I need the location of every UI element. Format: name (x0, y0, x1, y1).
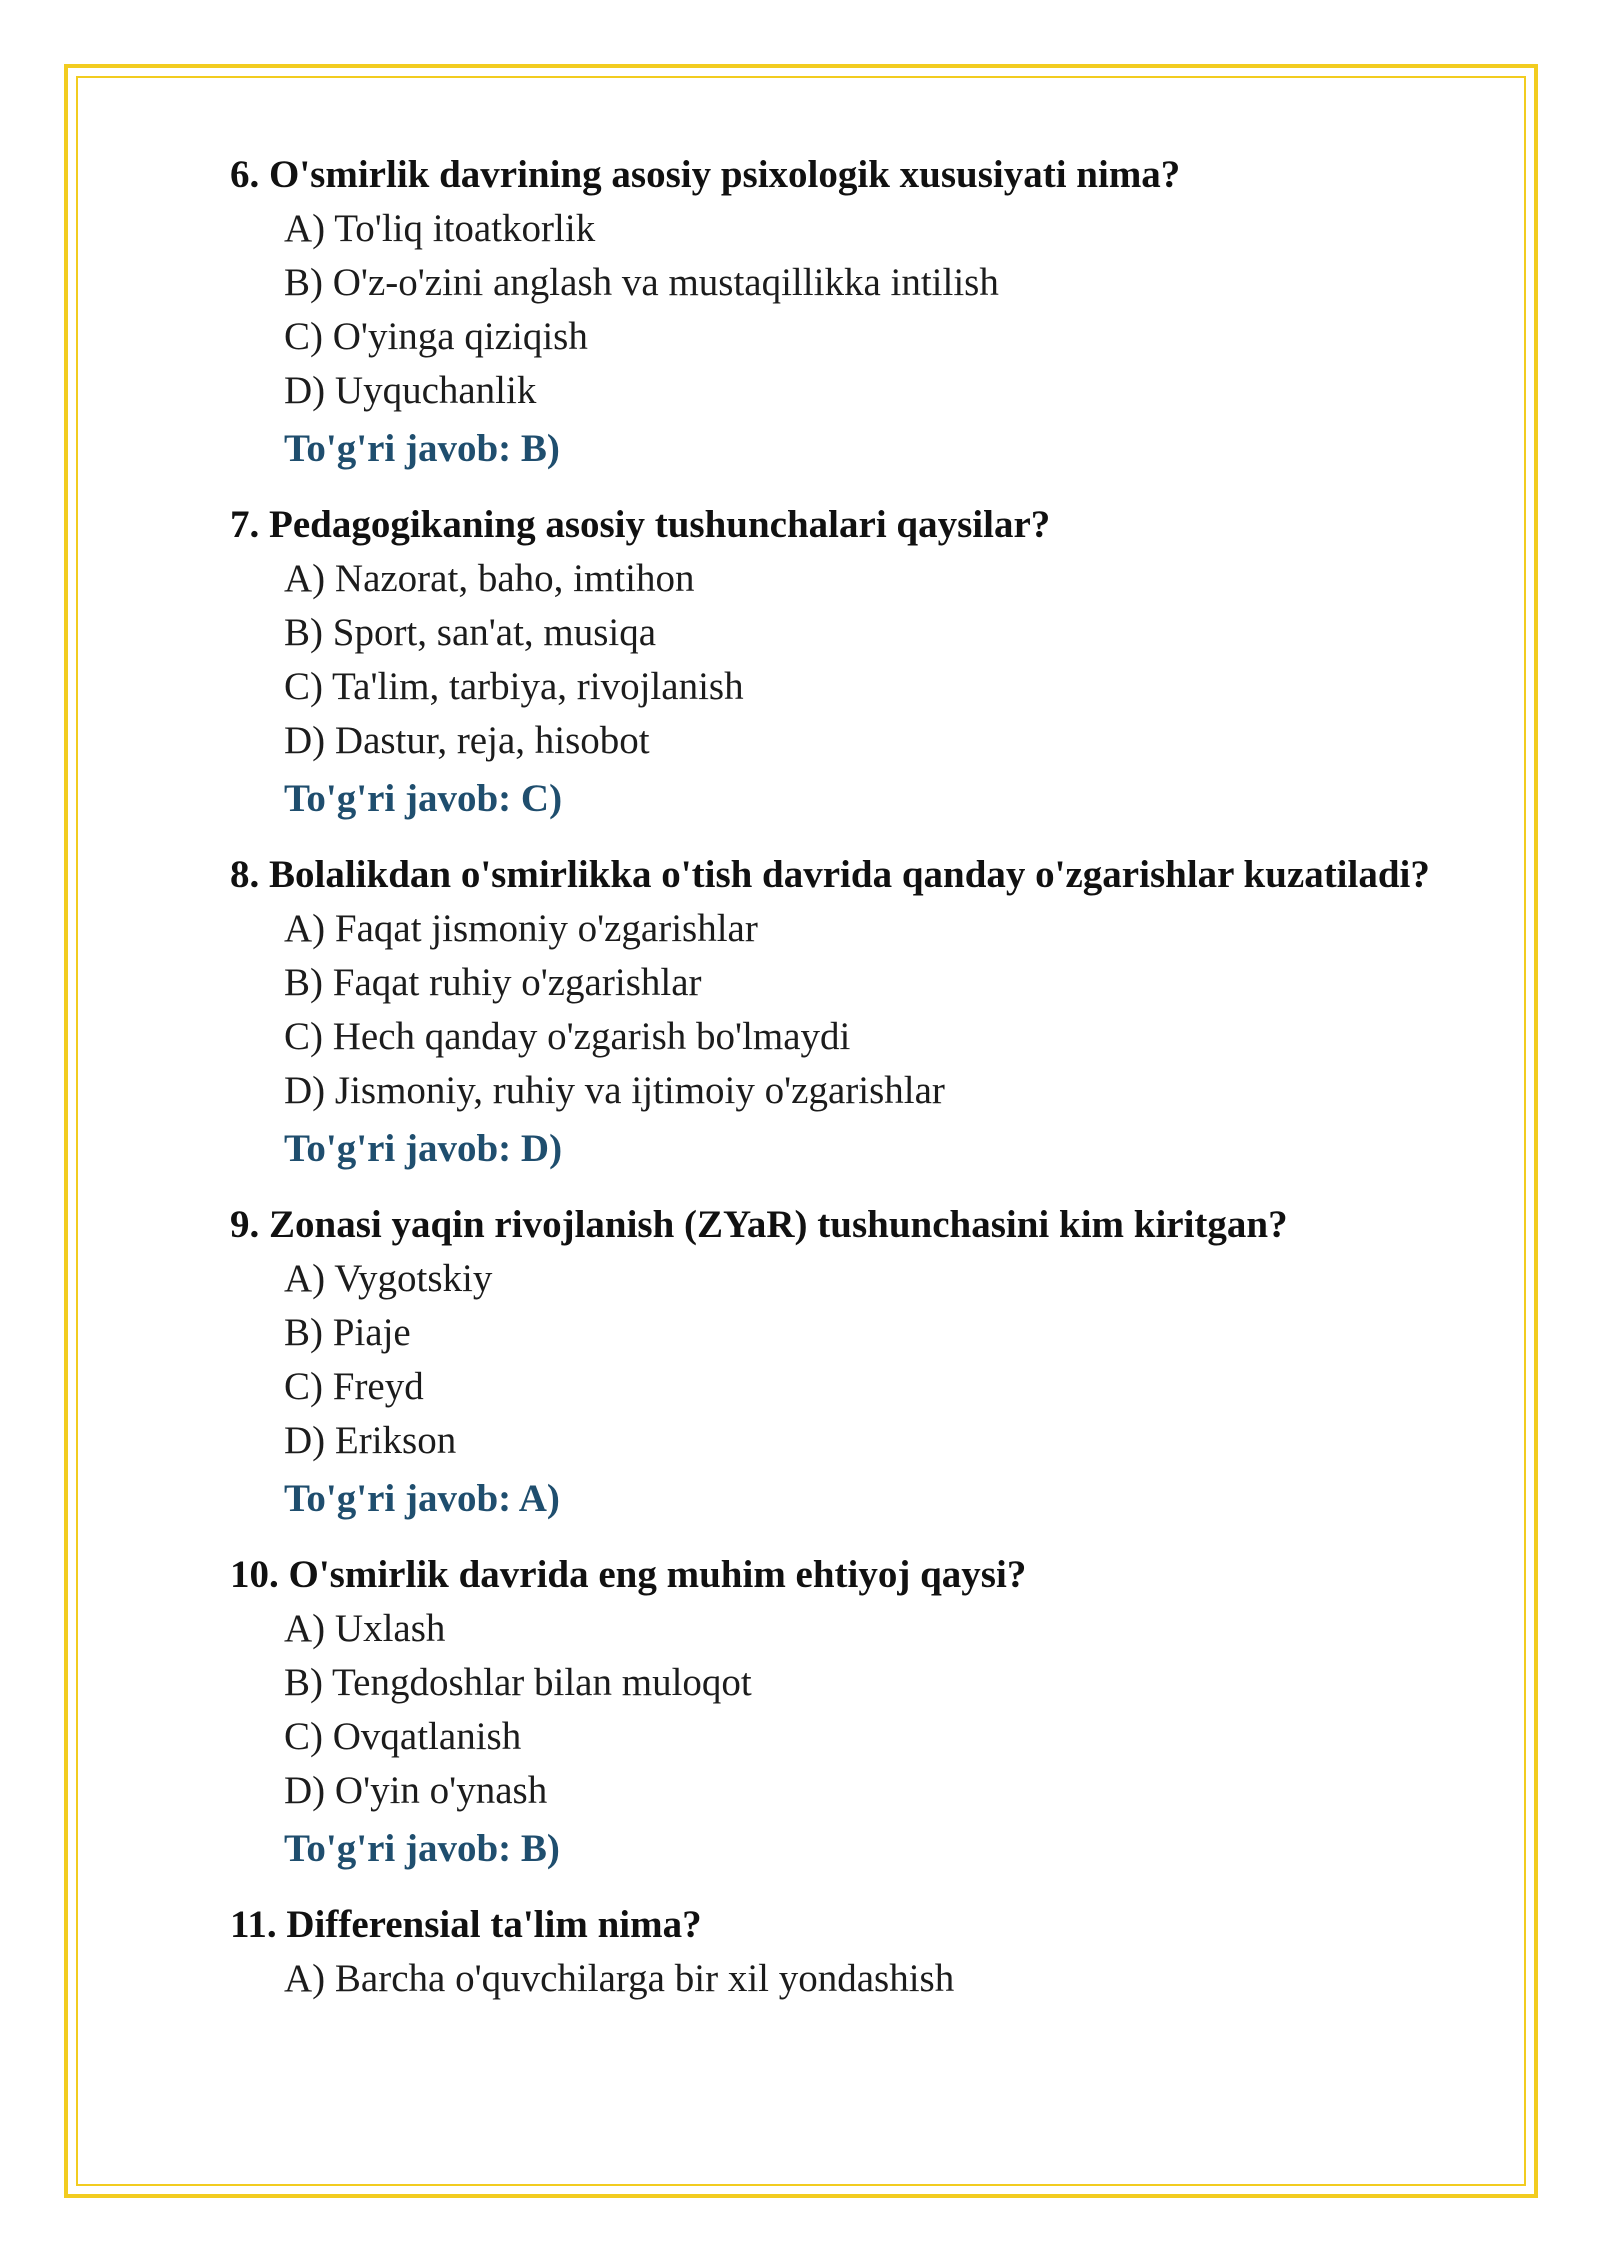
question-title: 11. Differensial ta'lim nima? (230, 1903, 702, 1946)
option-b: B) Sport, san'at, musiqa (284, 611, 657, 654)
option-c: C) Hech qanday o'zgarish bo'lmaydi (284, 1015, 851, 1058)
option-d: D) Erikson (284, 1419, 457, 1462)
question-11 (230, 1900, 1430, 2006)
option-d: D) Dastur, reja, hisobot (284, 719, 650, 762)
option-c: C) Ta'lim, tarbiya, rivojlanish (284, 665, 744, 708)
option-a: A) Faqat jismoniy o'zgarishlar (284, 907, 758, 950)
correct-answer: To'g'ri javob: C) (284, 777, 563, 820)
correct-answer: To'g'ri javob: B) (284, 427, 560, 470)
option-c: C) Ovqatlanish (284, 1715, 522, 1758)
question-title: 8. Bolalikdan o'smirlikka o'tish davrida qanday o'zgarishlar kuzatiladi? (230, 853, 1430, 896)
option-a: A) Barcha o'quvchilarga bir xil yondashish (284, 1957, 955, 2000)
option-c: C) O'yinga qiziqish (284, 315, 588, 358)
question-title: 9. Zonasi yaqin rivojlanish (ZYaR) tushunchasini kim kiritgan? (230, 1203, 1288, 1246)
question-8 (230, 850, 1430, 1178)
option-b: B) Piaje (284, 1311, 411, 1354)
option-a: A) Vygotskiy (284, 1257, 493, 1300)
correct-answer: To'g'ri javob: A) (284, 1477, 560, 1520)
option-b: B) Tengdoshlar bilan muloqot (284, 1661, 752, 1704)
option-d: D) Jismoniy, ruhiy va ijtimoiy o'zgarishlar (284, 1069, 945, 1112)
correct-answer: To'g'ri javob: B) (284, 1827, 560, 1870)
question-title: 10. O'smirlik davrida eng muhim ehtiyoj qaysi? (230, 1553, 1027, 1596)
correct-answer: To'g'ri javob: D) (284, 1127, 563, 1170)
option-b: B) Faqat ruhiy o'zgarishlar (284, 961, 702, 1004)
question-title: 7. Pedagogikaning asosiy tushunchalari qaysilar? (230, 503, 1051, 546)
question-9 (230, 1200, 1430, 1528)
option-d: D) O'yin o'ynash (284, 1769, 548, 1812)
option-a: A) Uxlash (284, 1607, 446, 1650)
option-d: D) Uyquchanlik (284, 369, 537, 412)
option-a: A) Nazorat, baho, imtihon (284, 557, 695, 600)
option-a: A) To'liq itoatkorlik (284, 207, 596, 250)
quiz-content (230, 150, 1430, 2028)
question-title: 6. O'smirlik davrining asosiy psixologik xususiyati nima? (230, 153, 1181, 196)
option-b: B) O'z-o'zini anglash va mustaqillikka intilish (284, 261, 999, 304)
question-7 (230, 500, 1430, 828)
option-c: C) Freyd (284, 1365, 424, 1408)
question-10 (230, 1550, 1430, 1878)
question-6 (230, 150, 1430, 478)
